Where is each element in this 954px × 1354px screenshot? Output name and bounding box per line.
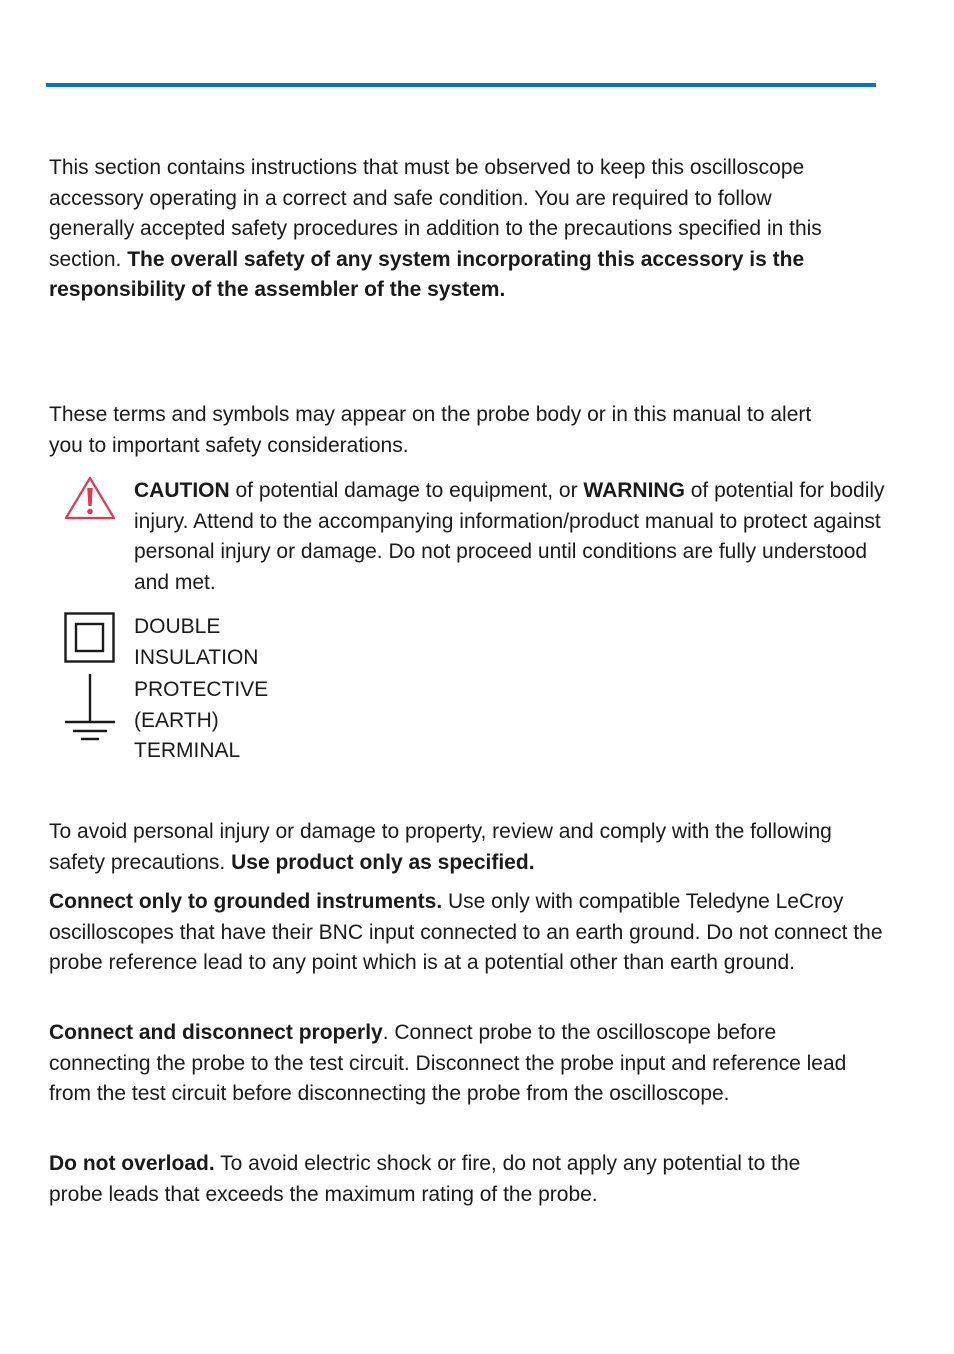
earth-terminal-label: PROTECTIVE (EARTH) TERMINAL bbox=[134, 678, 269, 762]
caution-text-1: of potential damage to equipment, or bbox=[229, 479, 584, 502]
earth-ground-icon bbox=[64, 674, 116, 742]
terms-paragraph: These terms and symbols may appear on the probe body or in this manual to alert you to important safety considerations. bbox=[49, 403, 812, 457]
intro-text: This section contains instructions that must be observed to keep this oscilloscope accessory operating in a correct and safe condition. You are required to follow generally accepted safety procedures in addition to the precautions specified in this section. bbox=[49, 156, 822, 271]
connect-disconnect-heading: Connect and disconnect properly bbox=[49, 1021, 383, 1044]
caution-text-2: of potential for bodily injury. Attend to the accompanying information/product manual to protect against personal injury or damage. Do not proceed until conditions are fully understood and met. bbox=[134, 479, 885, 594]
grounded-instruments-paragraph bbox=[49, 887, 889, 979]
overload-heading: Do not overload. bbox=[49, 1152, 215, 1175]
double-insulation-label: DOUBLE INSULATION bbox=[134, 615, 259, 669]
overload-paragraph bbox=[49, 1149, 849, 1210]
intro-bold-text: The overall safety of any system incorporating this accessory is the responsibility of the assembler of the system. bbox=[49, 247, 805, 301]
warning-label: WARNING bbox=[583, 479, 685, 502]
double-insulation-icon bbox=[64, 612, 116, 664]
connect-disconnect-text: . Connect probe to the oscilloscope before connecting the probe to the test circuit. Disconnect the probe input and reference lead from the test circuit before disconnecting the probe from the oscilloscope. bbox=[49, 1021, 847, 1105]
precautions-intro-bold: Use product only as specified. bbox=[231, 850, 535, 874]
grounded-instruments-heading: Connect only to grounded instruments. bbox=[49, 890, 443, 913]
intro-paragraph bbox=[49, 153, 839, 306]
caution-label: CAUTION bbox=[134, 479, 230, 502]
precautions-intro-text: To avoid personal injury or damage to property, review and comply with the following safety precautions. bbox=[49, 820, 832, 874]
caution-description bbox=[134, 476, 904, 598]
precautions-intro-paragraph bbox=[49, 817, 839, 878]
connect-disconnect-paragraph bbox=[49, 1018, 849, 1110]
grounded-instruments-text: Use only with compatible Teledyne LeCroy oscilloscopes that have their BNC input connected to an earth ground. Do not connect the probe reference lead to any point which is at a potential other than earth ground. bbox=[49, 890, 883, 974]
header-rule bbox=[46, 83, 876, 87]
warning-triangle-icon bbox=[64, 476, 116, 522]
overload-text: To avoid electric shock or fire, do not apply any potential to the probe leads that exceeds the maximum rating of the probe. bbox=[49, 1152, 801, 1206]
